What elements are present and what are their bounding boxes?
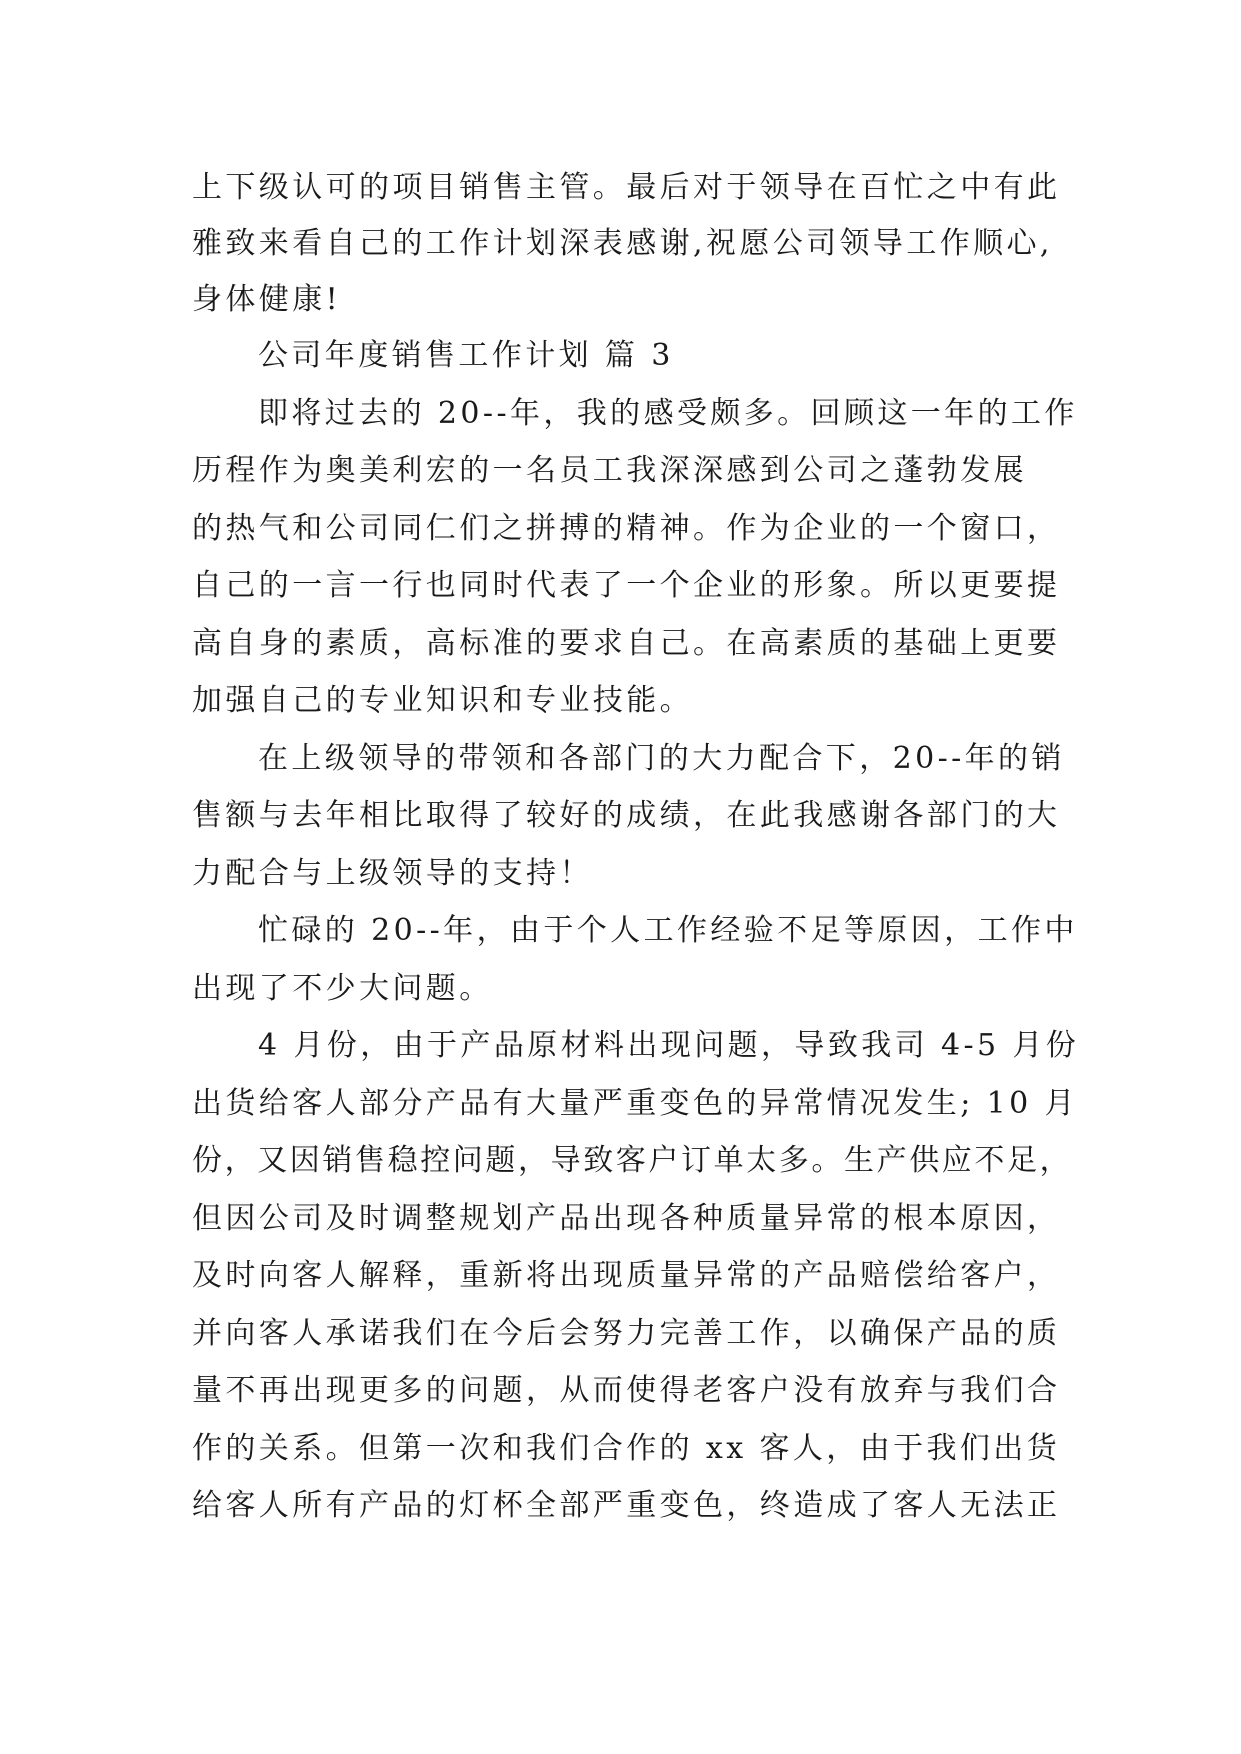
text-line: 力配合与上级领导的支持！ <box>192 856 593 891</box>
text-line: 即将过去的 20--年，我的感受颇多。回顾这一年的工作 <box>258 396 1078 431</box>
text-line: 忙碌的 20--年，由于个人工作经验不足等原因，工作中 <box>258 913 1078 948</box>
section-heading: 公司年度销售工作计划 篇 3 <box>258 338 674 373</box>
text-line: 并向客人承诺我们在今后会努力完善工作，以确保产品的质 <box>192 1316 1061 1351</box>
text-line: 量不再出现更多的问题，从而使得老客户没有放弃与我们合 <box>192 1373 1061 1408</box>
text-line: 4 月份，由于产品原材料出现问题，导致我司 4-5 月份 <box>258 1028 1080 1063</box>
text-line: 上下级认可的项目销售主管。最后对于领导在百忙之中有此 <box>192 170 1061 205</box>
text-line: 高自身的素质，高标准的要求自己。在高素质的基础上更要 <box>192 626 1061 661</box>
text-line: 出货给客人部分产品有大量严重变色的异常情况发生; 10 月 <box>192 1086 1078 1121</box>
text-line: 的热气和公司同仁们之拼搏的精神。作为企业的一个窗口， <box>192 511 1061 546</box>
text-line: 作的关系。但第一次和我们合作的 xx 客人，由于我们出货 <box>192 1431 1061 1466</box>
text-line: 及时向客人解释，重新将出现质量异常的产品赔偿给客户， <box>192 1258 1061 1293</box>
text-line: 但因公司及时调整规划产品出现各种质量异常的根本原因， <box>192 1201 1061 1236</box>
text-line: 身体健康! <box>192 282 342 317</box>
text-line: 出现了不少大问题。 <box>192 971 493 1006</box>
text-line: 给客人所有产品的灯杯全部严重变色，终造成了客人无法正 <box>192 1488 1061 1523</box>
text-line: 历程作为奥美利宏的一名员工我深深感到公司之蓬勃发展 <box>192 453 1027 488</box>
text-line: 份，又因销售稳控问题，导致客户订单太多。生产供应不足， <box>192 1143 1073 1178</box>
text-line: 在上级领导的带领和各部门的大力配合下，20--年的销 <box>258 741 1065 776</box>
text-line: 自己的一言一行也同时代表了一个企业的形象。所以更要提 <box>192 568 1061 603</box>
text-line: 售额与去年相比取得了较好的成绩，在此我感谢各部门的大 <box>192 798 1061 833</box>
text-line: 雅致来看自己的工作计划深表感谢,祝愿公司领导工作顺心, <box>192 226 1053 261</box>
text-line: 加强自己的专业知识和专业技能。 <box>192 683 693 718</box>
